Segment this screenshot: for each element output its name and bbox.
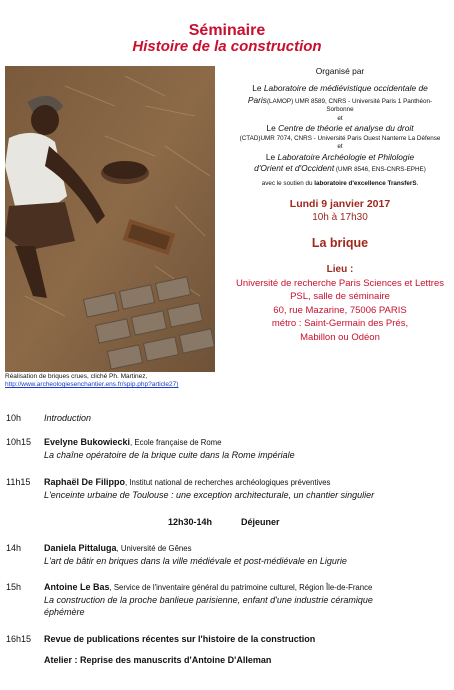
- event-date: Lundi 9 janvier 2017: [289, 197, 391, 210]
- speaker-s2: Evelyne Bukowiecki: [44, 437, 131, 447]
- org3-name2: d'Orient et d'Occident: [254, 162, 335, 173]
- affiliation-s3: , Institut national de recherches archéologiques préventives: [125, 478, 331, 487]
- session-s4-speaker-line: [44, 543, 444, 553]
- session-s2-speaker-line: [44, 437, 444, 447]
- time-s3: 11h15: [6, 477, 31, 487]
- support-labex: laboratoire d'excellence TransferS: [314, 180, 417, 188]
- org3-detail: (UMR 8546, ENS-CNRS-EPHE): [334, 165, 426, 173]
- org1-prefix: Le: [252, 83, 264, 94]
- session-intro-title: Introduction: [44, 413, 92, 423]
- venue-line-4: métro : Saint-Germain des Prés,: [271, 318, 409, 330]
- org2-detail: (CTAD)UMR 7074, CNRS - Université Paris Ouest Nanterre La Défense: [239, 134, 441, 142]
- speaker-s3: Raphaël De Filippo: [44, 477, 126, 487]
- org2-name: Centre de théorie et analyse du droit: [278, 123, 414, 134]
- org1-name: Laboratoire de médiévistique occidentale de: [263, 83, 428, 94]
- time-s6: 16h15: [6, 634, 32, 644]
- venue-line-5: Mabillon ou Odéon: [300, 331, 380, 343]
- speaker-s4: Daniela Pittaluga: [44, 543, 117, 553]
- venue-line-2: PSL, salle de séminaire: [290, 291, 390, 303]
- org3-name: Laboratoire Archéologie et Philologie: [277, 151, 415, 162]
- venue-line-3: 60, rue Mazarine, 75006 PARIS: [273, 304, 407, 316]
- org1-name2: Paris: [247, 94, 267, 105]
- org1-detail: (LAMOP) UMR 8589, CNRS - Université Paris 1 Panthéon-: [266, 97, 433, 105]
- speaker-s5: Antoine Le Bas: [44, 582, 110, 592]
- affiliation-s2: , Ecole française de Rome: [130, 438, 222, 447]
- organizers-panel: [228, 66, 452, 344]
- talk-title-s4: L'art de bâtir en briques dans la ville médiévale et post-médiévale en Ligurie: [44, 556, 347, 566]
- time-s2: 10h15: [6, 437, 32, 447]
- affiliation-s4: , Université de Gênes: [116, 544, 192, 553]
- org2-prefix: Le: [266, 123, 279, 134]
- talk-title-s2: La chaîne opératoire de la brique cuite dans la Rome impériale: [44, 450, 295, 460]
- photo-source-link[interactable]: http://www.archeologiesenchantier.ens.fr/spip.php?article27): [5, 381, 179, 388]
- workshop-title: Atelier : Reprise des manuscrits d'Antoine D'Alleman: [44, 655, 272, 665]
- affiliation-s5: , Service de l'inventaire général du patrimoine culturel, Région Île-de-France: [109, 583, 373, 592]
- venue-line-1: Université de recherche Paris Sciences et Lettres: [235, 277, 445, 289]
- org1-detail2: Sorbonne: [326, 106, 354, 114]
- lunch-time: 12h30-14h: [168, 517, 213, 527]
- organized-by: Organisé par: [315, 66, 365, 76]
- event-hours: 10h à 17h30: [312, 212, 368, 224]
- session-s6-title: Revue de publications récentes sur l'histoire de la construction: [44, 634, 316, 644]
- seminar-subtitle: Histoire de la construction: [132, 38, 322, 55]
- venue-label: Lieu :: [326, 264, 354, 276]
- talk-title-s3: L'enceinte urbaine de Toulouse : une exception architecturale, un chantier singulier: [44, 490, 375, 500]
- and-1: et: [337, 114, 343, 122]
- brick-making-photo: [5, 66, 215, 372]
- photo-caption: Réalisation de briques crues, cliché Ph. Martinez,: [5, 373, 148, 380]
- time-s4: 14h: [6, 543, 22, 553]
- talk-title-s5: La construction de la proche banlieue parisienne, enfant d'une industrie céramique: [44, 595, 373, 605]
- session-s5-speaker-line: [44, 582, 452, 592]
- time-intro: 10h: [6, 413, 22, 423]
- seminar-title: Séminaire: [188, 22, 266, 39]
- and-2: et: [337, 143, 343, 151]
- org3-prefix: Le: [265, 151, 278, 162]
- lunch-label: Déjeuner: [241, 517, 280, 527]
- event-theme: La brique: [311, 235, 369, 250]
- talk-title-s5-cont: éphémère: [44, 607, 85, 617]
- support-suffix: .: [416, 180, 419, 188]
- support-prefix: avec le soutien du: [261, 180, 315, 188]
- time-s5: 15h: [6, 582, 22, 592]
- session-s3-speaker-line: [44, 477, 449, 487]
